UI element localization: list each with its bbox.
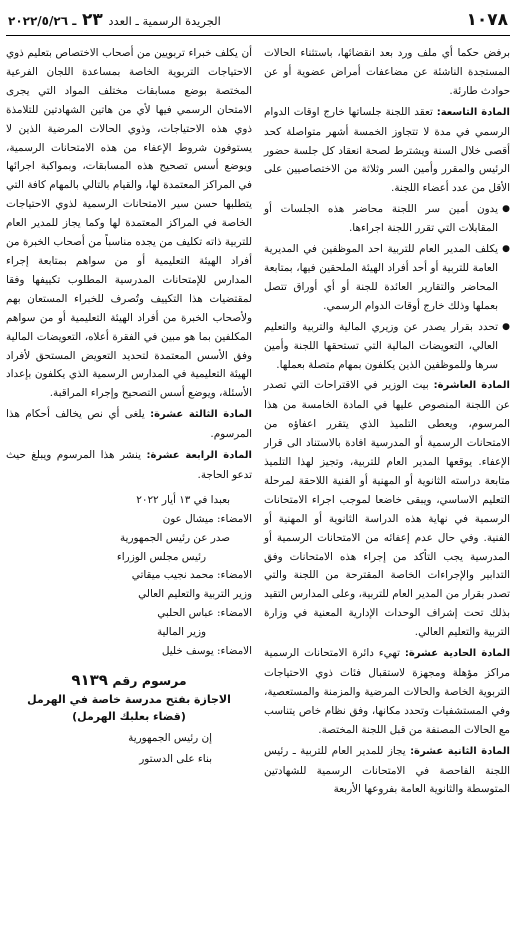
article-text: يلغى أي نص يخالف أحكام هذا المرسوم.	[6, 408, 252, 441]
decree-number-line	[6, 671, 252, 691]
gazette-title	[8, 10, 221, 30]
newspaper-name: الجريدة الرسمية ـ العدد	[108, 14, 221, 28]
decree-subject: الاجازة بفتح مدرسة خاصة في الهرمل	[27, 692, 231, 706]
article-title: المادة الحادية عشرة:	[404, 648, 510, 660]
signature-line: الامضاء: ميشال عون	[162, 512, 252, 525]
article-9	[264, 103, 510, 199]
signature-line: الامضاء: عباس الحلبي	[157, 607, 252, 620]
article-title: المادة الثانية عشرة:	[410, 745, 510, 757]
signature-block	[6, 491, 252, 661]
paragraph: برفض حكما أي ملف ورد بعد انقضائها، باستثناء الحالات المستجدة الناشئة عن مضاعفات أمراض عضوية أو عن حوادث طارئة.	[264, 47, 510, 97]
left-column	[6, 44, 252, 924]
article-text: تهيء دائرة الامتحانات الرسمية مراكز مؤهلة ومجهزة لاستقبال فئات ذوي الاحتياجات التربوية الخاصة والحالات المرضية والمزمنة والمستعصية، وفي المستشفيات وتحدد مكانها، وفق نظام خاص يتناسب مع الحالات المصنفة من قبل اللجنة المختصة.	[264, 647, 510, 736]
article-text: يجاز للمدير العام للتربية ـ رئيس اللجنة الفاحصة في الامتحانات الرسمية للشهادتين المتوسطة والثانوية العامة بفروعها الأربعة	[264, 744, 510, 796]
article-11	[264, 644, 510, 740]
article-13	[6, 405, 252, 444]
article-text: بيت الوزير في الاقتراحات التي تصدر عن اللجنة المنصوص عليها في المادة الخامسة من هذا المرسوم، ويعطى التلميذ الذي يتقرر اعفاؤه من الامتحانات الرسمية أو المدرسية افادة بالاستناد الى قرار الإعفاء. يوقعها المدير العام للتربية، وتجيز لهذا التلميذ متابعة دراسته الثانوية أو المهنية أو الفنية اللاحقة لمرحلة التعليم الاساسي، ويبقى خاضعا لموجب اجراء الامتحانات الرسمية في نهاية هذه الدراسة الثانوية أو المهنية أو الفنية. وفي حال عدم إعفائه من الامتحانات الرسمية أو المدرسية يجب التأكد من إجراء هذه الامتحانات وفق التدابير والإجراءات الخاصة المقترحة من اللجنة والتي تصدر بقرار من المدير العام للتربية، وعلى المدارس التقيد بذلك تحت إشراف الوحدات الإدارية المعنية في وزارة التربية والتعليم العالي.	[264, 379, 510, 639]
decree-district: (قضاء بعلبك الهرمل)	[72, 709, 186, 723]
page-header	[6, 10, 510, 36]
article-10	[264, 376, 510, 642]
paragraph: أن يكلف خبراء تربويين من أصحاب الاختصاص بتعليم ذوي الاحتياجات التربوية الخاصة بمساعدة اللجان الفرعية المختصة بوضع مسابقات مختلف المواد التي يجرى الامتحان الرسمي فيها لأي من هاتين الشهادتين للتلامذة ذوي هذه الاحتياجات، وذوي الحالات المرضية الذين لا يستوفون شروط الإعفاء من هذه الامتحانات الرسمية، ويوضع أسس تصحيح هذه المسابقات، وبمواكبة اجرائها في المراكز المعتمدة لها، والقيام بالتالي بالمهام كافة التي يتطلبها حسن سير الامتحانات الرسمية لذوي الاحتياجات الخاصة في المراكز المعتمدة لها وكما يجاز للمدير العام للتربية ذاته تكليف من يجده مناسباً من أصحاب الخبرة من أفراد الهيئة التعليمية أو من سواهم بمتابعة إجراء المدارس للإمتحانات المدرسية المطلوب تكييفها وفقا لمقتضيات هذا التكييف وتُصرف للخبراء المستعان بهم ولأصحاب الخبرة من أفراد الهيئة التعليمية أو من سواهم المكلفين بما هو مبين في الفقرة أعلاه، التعويضات المالية وفق الأسس المعتمدة لتحديد التعويض المستحق لأفراد الهيئة التعليمية في المدارس الرسمية الذي يكلفون بإعداد الأسئلة، ويوضع أسس التصحيح وإجراء المراقبة.	[6, 47, 252, 400]
article-14	[6, 446, 252, 485]
issue-date: ـ ٢٠٢٢/٥/٢٦	[8, 14, 77, 28]
official-title: رئيس مجلس الوزراء	[116, 550, 206, 563]
decree-preamble	[6, 729, 252, 769]
decree-label: مرسوم رقم	[112, 673, 187, 688]
page-number: ١٠٧٨	[466, 10, 508, 30]
official-title: وزير التربية والتعليم العالي	[138, 588, 252, 601]
signature-line: الامضاء: يوسف خليل	[161, 645, 252, 658]
issue-number: ٢٣	[81, 10, 103, 30]
article-12	[264, 742, 510, 800]
decree-heading	[6, 671, 252, 725]
decree-number: ٩١٣٩	[71, 671, 108, 689]
article-text: تعقد اللجنة جلساتها خارج اوقات الدوام الرسمي في مدة لا تتجاوز الخمسة أشهر متواصلة كحد أقصى خلال السنة ويشترط لصحة انعقاد كل جلسة حضور الرئيس والمقرر وأمين السر وثلاثة من الاختصاصيين على الأقل من عدد أعضاء اللجنة.	[264, 105, 510, 195]
article-text: ينشر هذا المرسوم ويبلغ حيث تدعو الحاجة.	[6, 449, 252, 481]
bullet-item: ● يدون أمين سر اللجنة محاضر هذه الجلسات أو المقابلات التي تقرر اللجنة اجراءها.	[264, 200, 510, 238]
article-title: المادة التاسعة:	[436, 106, 510, 118]
bullet-item: ● يكلف المدير العام للتربية احد الموظفين في المديرية العامة للتربية أو أحد أفراد الهيئة الملحقين فيها، بمتابعة المحاضر والتقارير العائدة للجنة أو أي أوراق تتصل بعملها وذلك خارج أوقات الدوام الرسمي.	[264, 240, 510, 316]
preamble-line: بناء على الدستور	[139, 752, 212, 765]
article-title: المادة الثالثة عشرة:	[150, 409, 252, 421]
preamble-line: إن رئيس الجمهورية	[128, 731, 212, 744]
bullet-item: ● تحدد بقرار يصدر عن وزيري المالية والتربية والتعليم العالي، التعويضات المالية التي تستحقها اللجنة وأمين سرها وللموظفين الذين يكلفون بمهام متصلة بعملها.	[264, 318, 510, 375]
official-title: وزير المالية	[156, 626, 206, 639]
date-line: بعبدا في ١٣ أيار ٢٠٢٢	[136, 493, 230, 506]
signature-line: الامضاء: محمد نجيب ميقاتي	[131, 569, 252, 582]
columns	[6, 44, 510, 924]
issued-by: صدر عن رئيس الجمهورية	[119, 531, 230, 544]
article-title: المادة العاشرة:	[433, 380, 510, 392]
right-column	[264, 44, 510, 924]
article-title: المادة الرابعة عشرة:	[146, 450, 252, 462]
